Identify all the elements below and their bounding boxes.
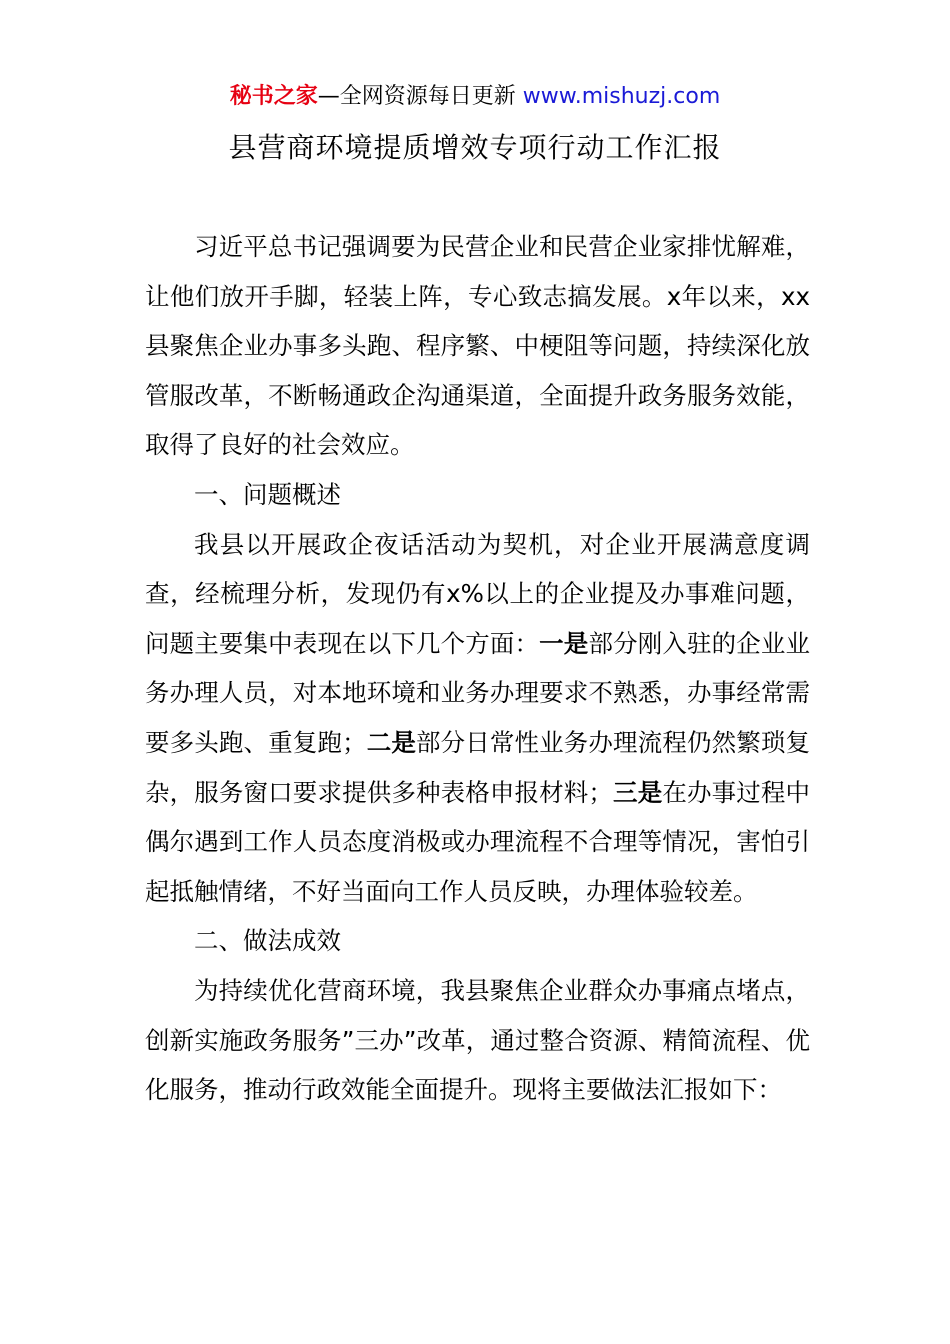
- point-text-2: 部分日常性业务办理流程仍然繁琐复杂，服务窗口要求提供多种表格申报材料；: [145, 727, 811, 807]
- section-heading-measures: 二、做法成效: [194, 926, 341, 956]
- point-text-3: 在办事过程中偶尔遇到工作人员态度消极或办理流程不合理等情况，害怕引起抵触情绪，不好当面向工作人员反映，办理体验较差。: [145, 777, 811, 906]
- site-header: [0, 80, 950, 114]
- problems-paragraph: [145, 520, 810, 917]
- point-label-1: 一是: [539, 628, 589, 658]
- measures-paragraph: 为持续优化营商环境，我县聚焦企业群众办事痛点堵点，创新实施政务服务”三办”改革，通过整合资源、精简流程、优化服务，推动行政效能全面提升。现将主要做法汇报如下：: [145, 975, 810, 1105]
- problems-paragraph-start: 我县以开展政企夜话活动为契机，对企业开展满意度调查，经梳理分析，发现仍有x%以上的企业提及办事难问题，问题主要集中表现在以下几个方面：: [145, 529, 810, 658]
- point-label-2: 二是: [366, 727, 416, 757]
- header-tagline: —全网资源每日更新: [317, 84, 516, 109]
- site-url-link[interactable]: www.mishuzj.com: [522, 84, 721, 109]
- point-label-3: 三是: [612, 777, 663, 807]
- document-body: [145, 222, 810, 1115]
- section-heading-problems: 一、问题概述: [194, 479, 341, 509]
- intro-paragraph: 习近平总书记强调要为民营企业和民营企业家排忧解难，让他们放开手脚，轻装上阵，专心致志搞发展。x年以来，xx县聚焦企业办事多头跑、程序繁、中梗阻等问题，持续深化放管服改革，不断畅通政企沟通渠道，全面提升政务服务效能，取得了良好的社会效应。: [145, 232, 810, 460]
- document-title: 县营商环境提质增效专项行动工作汇报: [228, 131, 722, 164]
- point-text-1: 部分刚入驻的企业业务办理人员，对本地环境和业务办理要求不熟悉，办事经常需要多头跑、重复跑；: [145, 628, 811, 757]
- brand-name: 秘书之家: [229, 84, 318, 109]
